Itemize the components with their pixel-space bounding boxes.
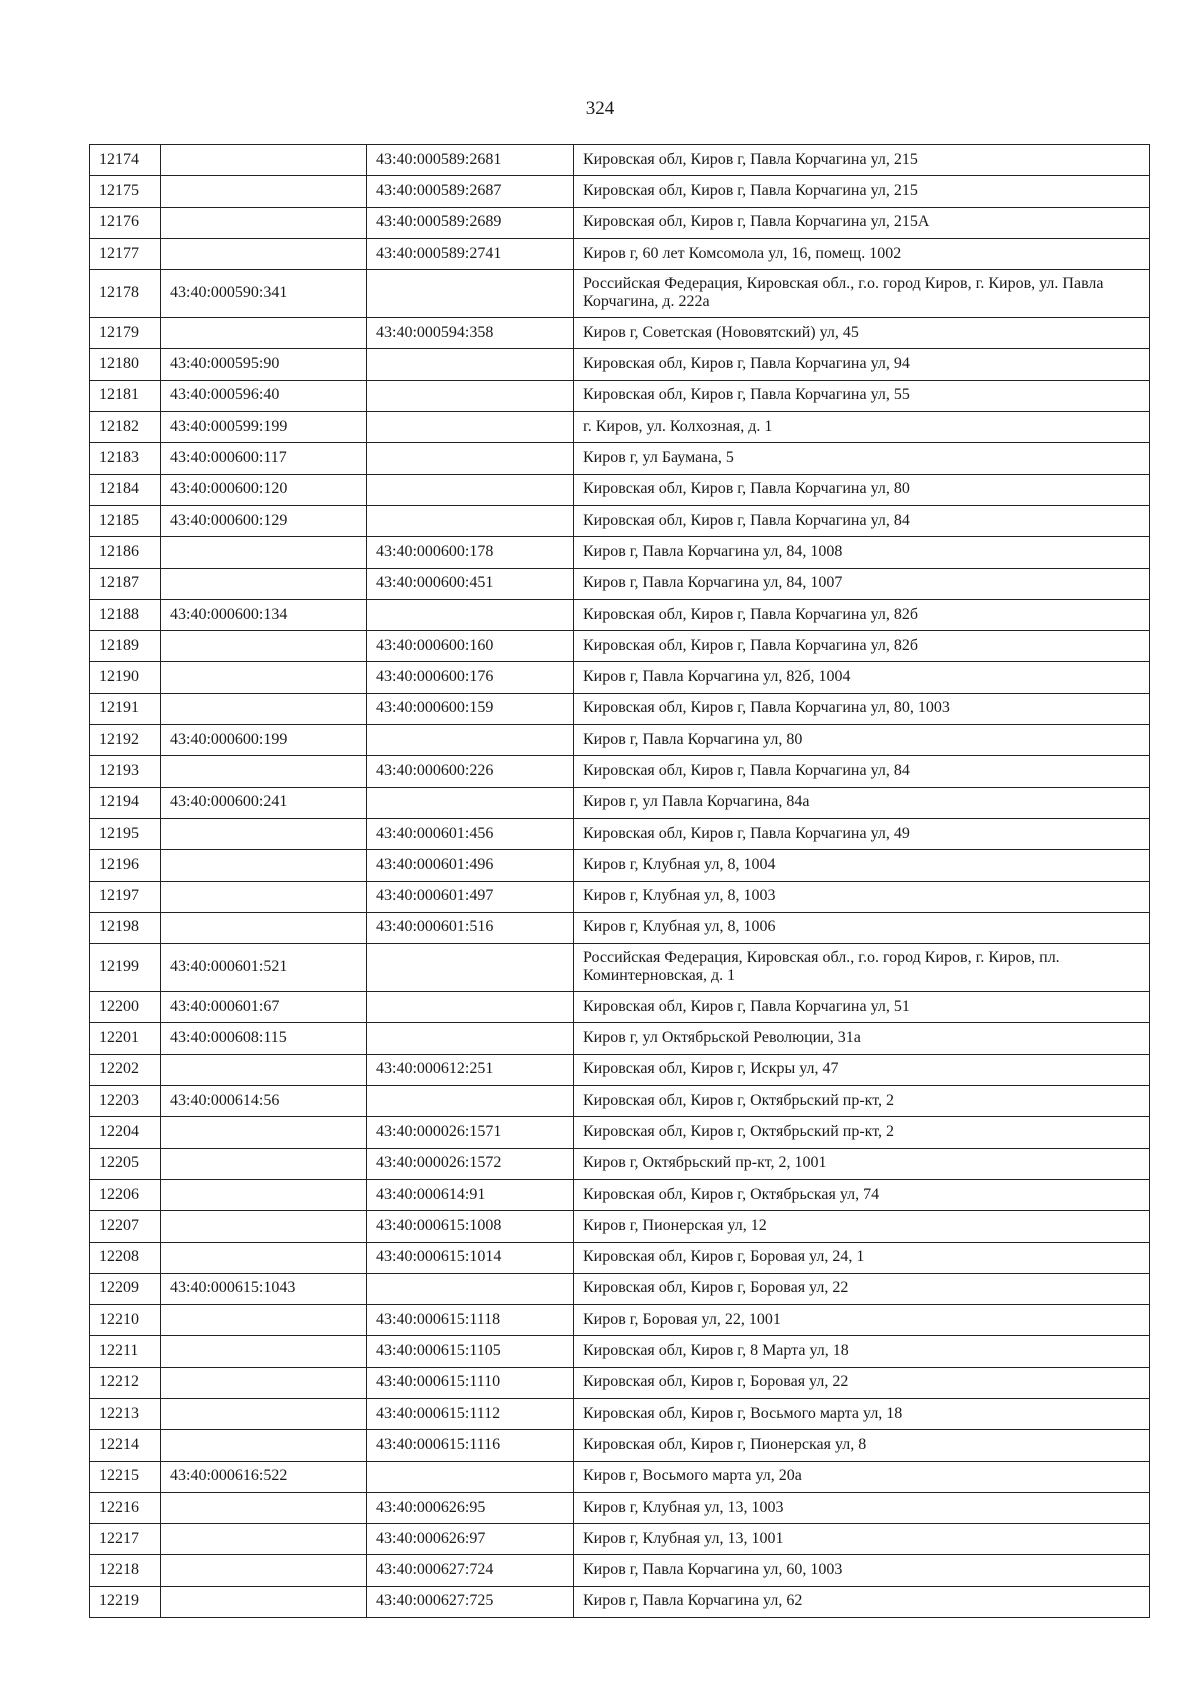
land-plot-number-cell: 43:40:000600:129: [161, 505, 367, 536]
building-number-cell: [367, 412, 574, 443]
building-number-cell: 43:40:000612:251: [367, 1054, 574, 1085]
land-plot-number-cell: [161, 1524, 367, 1555]
land-plot-number-cell: [161, 662, 367, 693]
land-plot-number-cell: [161, 1492, 367, 1523]
land-plot-number-cell: 43:40:000616:522: [161, 1461, 367, 1492]
row-number-cell: 12175: [90, 176, 161, 207]
land-plot-number-cell: 43:40:000590:341: [161, 270, 367, 318]
building-number-cell: 43:40:000600:451: [367, 568, 574, 599]
address-cell: Киров г, Советская (Нововятский) ул, 45: [574, 318, 1150, 349]
building-number-cell: [367, 1086, 574, 1117]
building-number-cell: 43:40:000589:2741: [367, 238, 574, 269]
table-row: [90, 944, 1150, 992]
land-plot-number-cell: [161, 318, 367, 349]
row-number-cell: 12174: [90, 145, 161, 176]
row-number-cell: 12207: [90, 1211, 161, 1242]
land-plot-number-cell: [161, 1242, 367, 1273]
table-row: [90, 599, 1150, 630]
building-number-cell: 43:40:000026:1572: [367, 1148, 574, 1179]
row-number-cell: 12200: [90, 992, 161, 1023]
row-number-cell: 12206: [90, 1179, 161, 1210]
land-plot-number-cell: [161, 145, 367, 176]
row-number-cell: 12204: [90, 1117, 161, 1148]
address-cell: Кировская обл, Киров г, Павла Корчагина ул, 215: [574, 145, 1150, 176]
address-cell: Кировская обл, Киров г, Павла Корчагина ул, 80, 1003: [574, 693, 1150, 724]
building-number-cell: 43:40:000626:97: [367, 1524, 574, 1555]
row-number-cell: 12217: [90, 1524, 161, 1555]
address-cell: Кировская обл, Киров г, Боровая ул, 24, 1: [574, 1242, 1150, 1273]
table-row: [90, 443, 1150, 474]
land-plot-number-cell: [161, 1367, 367, 1398]
land-plot-number-cell: [161, 207, 367, 238]
land-plot-number-cell: [161, 1305, 367, 1336]
address-cell: Киров г, Павла Корчагина ул, 82б, 1004: [574, 662, 1150, 693]
table-row: [90, 207, 1150, 238]
row-number-cell: 12188: [90, 599, 161, 630]
row-number-cell: 12179: [90, 318, 161, 349]
row-number-cell: 12178: [90, 270, 161, 318]
land-plot-number-cell: [161, 1148, 367, 1179]
address-cell: Киров г, Восьмого марта ул, 20а: [574, 1461, 1150, 1492]
address-cell: Кировская обл, Киров г, Павла Корчагина ул, 82б: [574, 599, 1150, 630]
row-number-cell: 12176: [90, 207, 161, 238]
table-row: [90, 1054, 1150, 1085]
table-row: [90, 881, 1150, 912]
address-cell: Киров г, Октябрьский пр-кт, 2, 1001: [574, 1148, 1150, 1179]
land-plot-number-cell: [161, 818, 367, 849]
building-number-cell: 43:40:000594:358: [367, 318, 574, 349]
address-cell: Киров г, ул Октябрьской Революции, 31а: [574, 1023, 1150, 1054]
row-number-cell: 12194: [90, 787, 161, 818]
row-number-cell: 12198: [90, 912, 161, 943]
table-row: [90, 349, 1150, 380]
building-number-cell: 43:40:000615:1008: [367, 1211, 574, 1242]
land-plot-number-cell: 43:40:000596:40: [161, 380, 367, 411]
building-number-cell: 43:40:000615:1105: [367, 1336, 574, 1367]
row-number-cell: 12183: [90, 443, 161, 474]
building-number-cell: 43:40:000600:159: [367, 693, 574, 724]
row-number-cell: 12181: [90, 380, 161, 411]
address-cell: Кировская обл, Киров г, 8 Марта ул, 18: [574, 1336, 1150, 1367]
building-number-cell: [367, 1461, 574, 1492]
address-cell: Кировская обл, Киров г, Октябрьский пр-кт, 2: [574, 1086, 1150, 1117]
building-number-cell: 43:40:000600:160: [367, 631, 574, 662]
table-row: [90, 1117, 1150, 1148]
address-cell: Киров г, Павла Корчагина ул, 80: [574, 725, 1150, 756]
table-row: [90, 318, 1150, 349]
building-number-cell: 43:40:000600:226: [367, 756, 574, 787]
land-plot-number-cell: [161, 881, 367, 912]
building-number-cell: 43:40:000600:176: [367, 662, 574, 693]
land-plot-number-cell: 43:40:000615:1043: [161, 1273, 367, 1304]
building-number-cell: 43:40:000601:456: [367, 818, 574, 849]
row-number-cell: 12184: [90, 474, 161, 505]
address-cell: Киров г, Клубная ул, 8, 1003: [574, 881, 1150, 912]
table-row: [90, 380, 1150, 411]
row-number-cell: 12205: [90, 1148, 161, 1179]
land-plot-number-cell: [161, 912, 367, 943]
table-row: [90, 1148, 1150, 1179]
table-row: [90, 1367, 1150, 1398]
building-number-cell: 43:40:000615:1118: [367, 1305, 574, 1336]
row-number-cell: 12182: [90, 412, 161, 443]
building-number-cell: 43:40:000615:1112: [367, 1398, 574, 1429]
building-number-cell: [367, 349, 574, 380]
address-cell: Российская Федерация, Кировская обл., г.о. город Киров, г. Киров, ул. Павла Корчагина, д. 222а: [574, 270, 1150, 318]
row-number-cell: 12199: [90, 944, 161, 992]
table-row: [90, 912, 1150, 943]
address-cell: Киров г, ул Павла Корчагина, 84а: [574, 787, 1150, 818]
row-number-cell: 12185: [90, 505, 161, 536]
registry-table: [89, 144, 1150, 1618]
land-plot-number-cell: 43:40:000601:521: [161, 944, 367, 992]
building-number-cell: 43:40:000589:2687: [367, 176, 574, 207]
land-plot-number-cell: [161, 1336, 367, 1367]
land-plot-number-cell: [161, 568, 367, 599]
land-plot-number-cell: [161, 537, 367, 568]
land-plot-number-cell: [161, 693, 367, 724]
address-cell: Киров г, Павла Корчагина ул, 60, 1003: [574, 1555, 1150, 1586]
land-plot-number-cell: [161, 756, 367, 787]
building-number-cell: [367, 505, 574, 536]
row-number-cell: 12190: [90, 662, 161, 693]
table-row: [90, 631, 1150, 662]
table-row: [90, 1492, 1150, 1523]
table-row: [90, 145, 1150, 176]
address-cell: Киров г, Клубная ул, 8, 1004: [574, 850, 1150, 881]
building-number-cell: [367, 380, 574, 411]
table-row: [90, 474, 1150, 505]
row-number-cell: 12208: [90, 1242, 161, 1273]
building-number-cell: 43:40:000601:516: [367, 912, 574, 943]
table-row: [90, 412, 1150, 443]
row-number-cell: 12210: [90, 1305, 161, 1336]
building-number-cell: 43:40:000589:2681: [367, 145, 574, 176]
land-plot-number-cell: 43:40:000608:115: [161, 1023, 367, 1054]
row-number-cell: 12215: [90, 1461, 161, 1492]
row-number-cell: 12187: [90, 568, 161, 599]
building-number-cell: 43:40:000600:178: [367, 537, 574, 568]
row-number-cell: 12209: [90, 1273, 161, 1304]
land-plot-number-cell: [161, 1211, 367, 1242]
land-plot-number-cell: [161, 850, 367, 881]
address-cell: Кировская обл, Киров г, Павла Корчагина ул, 82б: [574, 631, 1150, 662]
address-cell: Киров г, Боровая ул, 22, 1001: [574, 1305, 1150, 1336]
row-number-cell: 12212: [90, 1367, 161, 1398]
building-number-cell: [367, 599, 574, 630]
registry-body: [90, 145, 1150, 1618]
building-number-cell: [367, 474, 574, 505]
table-row: [90, 850, 1150, 881]
building-number-cell: 43:40:000626:95: [367, 1492, 574, 1523]
row-number-cell: 12211: [90, 1336, 161, 1367]
address-cell: Кировская обл, Киров г, Восьмого марта ул, 18: [574, 1398, 1150, 1429]
building-number-cell: [367, 270, 574, 318]
row-number-cell: 12186: [90, 537, 161, 568]
address-cell: Кировская обл, Киров г, Пионерская ул, 8: [574, 1430, 1150, 1461]
address-cell: Российская Федерация, Кировская обл., г.о. город Киров, г. Киров, пл. Коминтерновская, д. 1: [574, 944, 1150, 992]
row-number-cell: 12191: [90, 693, 161, 724]
land-plot-number-cell: 43:40:000614:56: [161, 1086, 367, 1117]
land-plot-number-cell: 43:40:000600:134: [161, 599, 367, 630]
land-plot-number-cell: 43:40:000599:199: [161, 412, 367, 443]
address-cell: Кировская обл, Киров г, Боровая ул, 22: [574, 1367, 1150, 1398]
building-number-cell: 43:40:000615:1116: [367, 1430, 574, 1461]
table-row: [90, 1305, 1150, 1336]
land-plot-number-cell: [161, 1555, 367, 1586]
table-row: [90, 1336, 1150, 1367]
building-number-cell: 43:40:000601:496: [367, 850, 574, 881]
building-number-cell: [367, 725, 574, 756]
address-cell: Кировская обл, Киров г, Боровая ул, 22: [574, 1273, 1150, 1304]
land-plot-number-cell: [161, 1586, 367, 1617]
building-number-cell: [367, 787, 574, 818]
table-row: [90, 1398, 1150, 1429]
land-plot-number-cell: 43:40:000600:241: [161, 787, 367, 818]
table-row: [90, 818, 1150, 849]
table-row: [90, 693, 1150, 724]
table-row: [90, 725, 1150, 756]
land-plot-number-cell: 43:40:000600:199: [161, 725, 367, 756]
address-cell: Кировская обл, Киров г, Павла Корчагина ул, 55: [574, 380, 1150, 411]
table-row: [90, 1524, 1150, 1555]
table-row: [90, 505, 1150, 536]
building-number-cell: [367, 992, 574, 1023]
address-cell: Киров г, Клубная ул, 8, 1006: [574, 912, 1150, 943]
table-row: [90, 176, 1150, 207]
row-number-cell: 12197: [90, 881, 161, 912]
building-number-cell: 43:40:000627:725: [367, 1586, 574, 1617]
row-number-cell: 12193: [90, 756, 161, 787]
address-cell: Киров г, 60 лет Комсомола ул, 16, помещ. 1002: [574, 238, 1150, 269]
table-row: [90, 537, 1150, 568]
table-row: [90, 1586, 1150, 1617]
row-number-cell: 12192: [90, 725, 161, 756]
row-number-cell: 12201: [90, 1023, 161, 1054]
building-number-cell: [367, 1023, 574, 1054]
table-row: [90, 1023, 1150, 1054]
table-row: [90, 992, 1150, 1023]
table-row: [90, 238, 1150, 269]
table-row: [90, 1242, 1150, 1273]
address-cell: Кировская обл, Киров г, Павла Корчагина ул, 49: [574, 818, 1150, 849]
address-cell: Киров г, Павла Корчагина ул, 62: [574, 1586, 1150, 1617]
land-plot-number-cell: [161, 238, 367, 269]
address-cell: Киров г, Клубная ул, 13, 1001: [574, 1524, 1150, 1555]
address-cell: Кировская обл, Киров г, Павла Корчагина ул, 51: [574, 992, 1150, 1023]
address-cell: Киров г, Павла Корчагина ул, 84, 1008: [574, 537, 1150, 568]
land-plot-number-cell: 43:40:000600:117: [161, 443, 367, 474]
table-row: [90, 1430, 1150, 1461]
address-cell: Киров г, Павла Корчагина ул, 84, 1007: [574, 568, 1150, 599]
address-cell: г. Киров, ул. Колхозная, д. 1: [574, 412, 1150, 443]
building-number-cell: 43:40:000601:497: [367, 881, 574, 912]
table-row: [90, 1211, 1150, 1242]
row-number-cell: 12202: [90, 1054, 161, 1085]
table-row: [90, 662, 1150, 693]
table-row: [90, 1179, 1150, 1210]
land-plot-number-cell: 43:40:000595:90: [161, 349, 367, 380]
row-number-cell: 12214: [90, 1430, 161, 1461]
address-cell: Киров г, ул Баумана, 5: [574, 443, 1150, 474]
table-row: [90, 1461, 1150, 1492]
land-plot-number-cell: [161, 176, 367, 207]
row-number-cell: 12203: [90, 1086, 161, 1117]
address-cell: Кировская обл, Киров г, Павла Корчагина ул, 84: [574, 505, 1150, 536]
building-number-cell: 43:40:000589:2689: [367, 207, 574, 238]
address-cell: Кировская обл, Киров г, Павла Корчагина ул, 84: [574, 756, 1150, 787]
row-number-cell: 12219: [90, 1586, 161, 1617]
address-cell: Кировская обл, Киров г, Павла Корчагина ул, 215: [574, 176, 1150, 207]
row-number-cell: 12195: [90, 818, 161, 849]
address-cell: Кировская обл, Киров г, Октябрьский пр-кт, 2: [574, 1117, 1150, 1148]
table-row: [90, 787, 1150, 818]
table-row: [90, 270, 1150, 318]
land-plot-number-cell: [161, 1398, 367, 1429]
building-number-cell: 43:40:000614:91: [367, 1179, 574, 1210]
building-number-cell: 43:40:000615:1110: [367, 1367, 574, 1398]
row-number-cell: 12196: [90, 850, 161, 881]
address-cell: Киров г, Клубная ул, 13, 1003: [574, 1492, 1150, 1523]
building-number-cell: [367, 944, 574, 992]
address-cell: Кировская обл, Киров г, Павла Корчагина ул, 215А: [574, 207, 1150, 238]
table-row: [90, 1555, 1150, 1586]
table-row: [90, 568, 1150, 599]
address-cell: Кировская обл, Киров г, Октябрьская ул, 74: [574, 1179, 1150, 1210]
building-number-cell: 43:40:000627:724: [367, 1555, 574, 1586]
table-row: [90, 756, 1150, 787]
table-row: [90, 1273, 1150, 1304]
address-cell: Кировская обл, Киров г, Павла Корчагина ул, 80: [574, 474, 1150, 505]
address-cell: Кировская обл, Киров г, Искры ул, 47: [574, 1054, 1150, 1085]
row-number-cell: 12177: [90, 238, 161, 269]
land-plot-number-cell: 43:40:000601:67: [161, 992, 367, 1023]
page-number: 324: [585, 98, 615, 119]
address-cell: Кировская обл, Киров г, Павла Корчагина ул, 94: [574, 349, 1150, 380]
row-number-cell: 12218: [90, 1555, 161, 1586]
land-plot-number-cell: [161, 1054, 367, 1085]
building-number-cell: 43:40:000026:1571: [367, 1117, 574, 1148]
land-plot-number-cell: [161, 1179, 367, 1210]
row-number-cell: 12216: [90, 1492, 161, 1523]
address-cell: Киров г, Пионерская ул, 12: [574, 1211, 1150, 1242]
land-plot-number-cell: 43:40:000600:120: [161, 474, 367, 505]
row-number-cell: 12213: [90, 1398, 161, 1429]
land-plot-number-cell: [161, 631, 367, 662]
land-plot-number-cell: [161, 1430, 367, 1461]
building-number-cell: [367, 443, 574, 474]
table-row: [90, 1086, 1150, 1117]
building-number-cell: 43:40:000615:1014: [367, 1242, 574, 1273]
row-number-cell: 12180: [90, 349, 161, 380]
land-plot-number-cell: [161, 1117, 367, 1148]
row-number-cell: 12189: [90, 631, 161, 662]
building-number-cell: [367, 1273, 574, 1304]
